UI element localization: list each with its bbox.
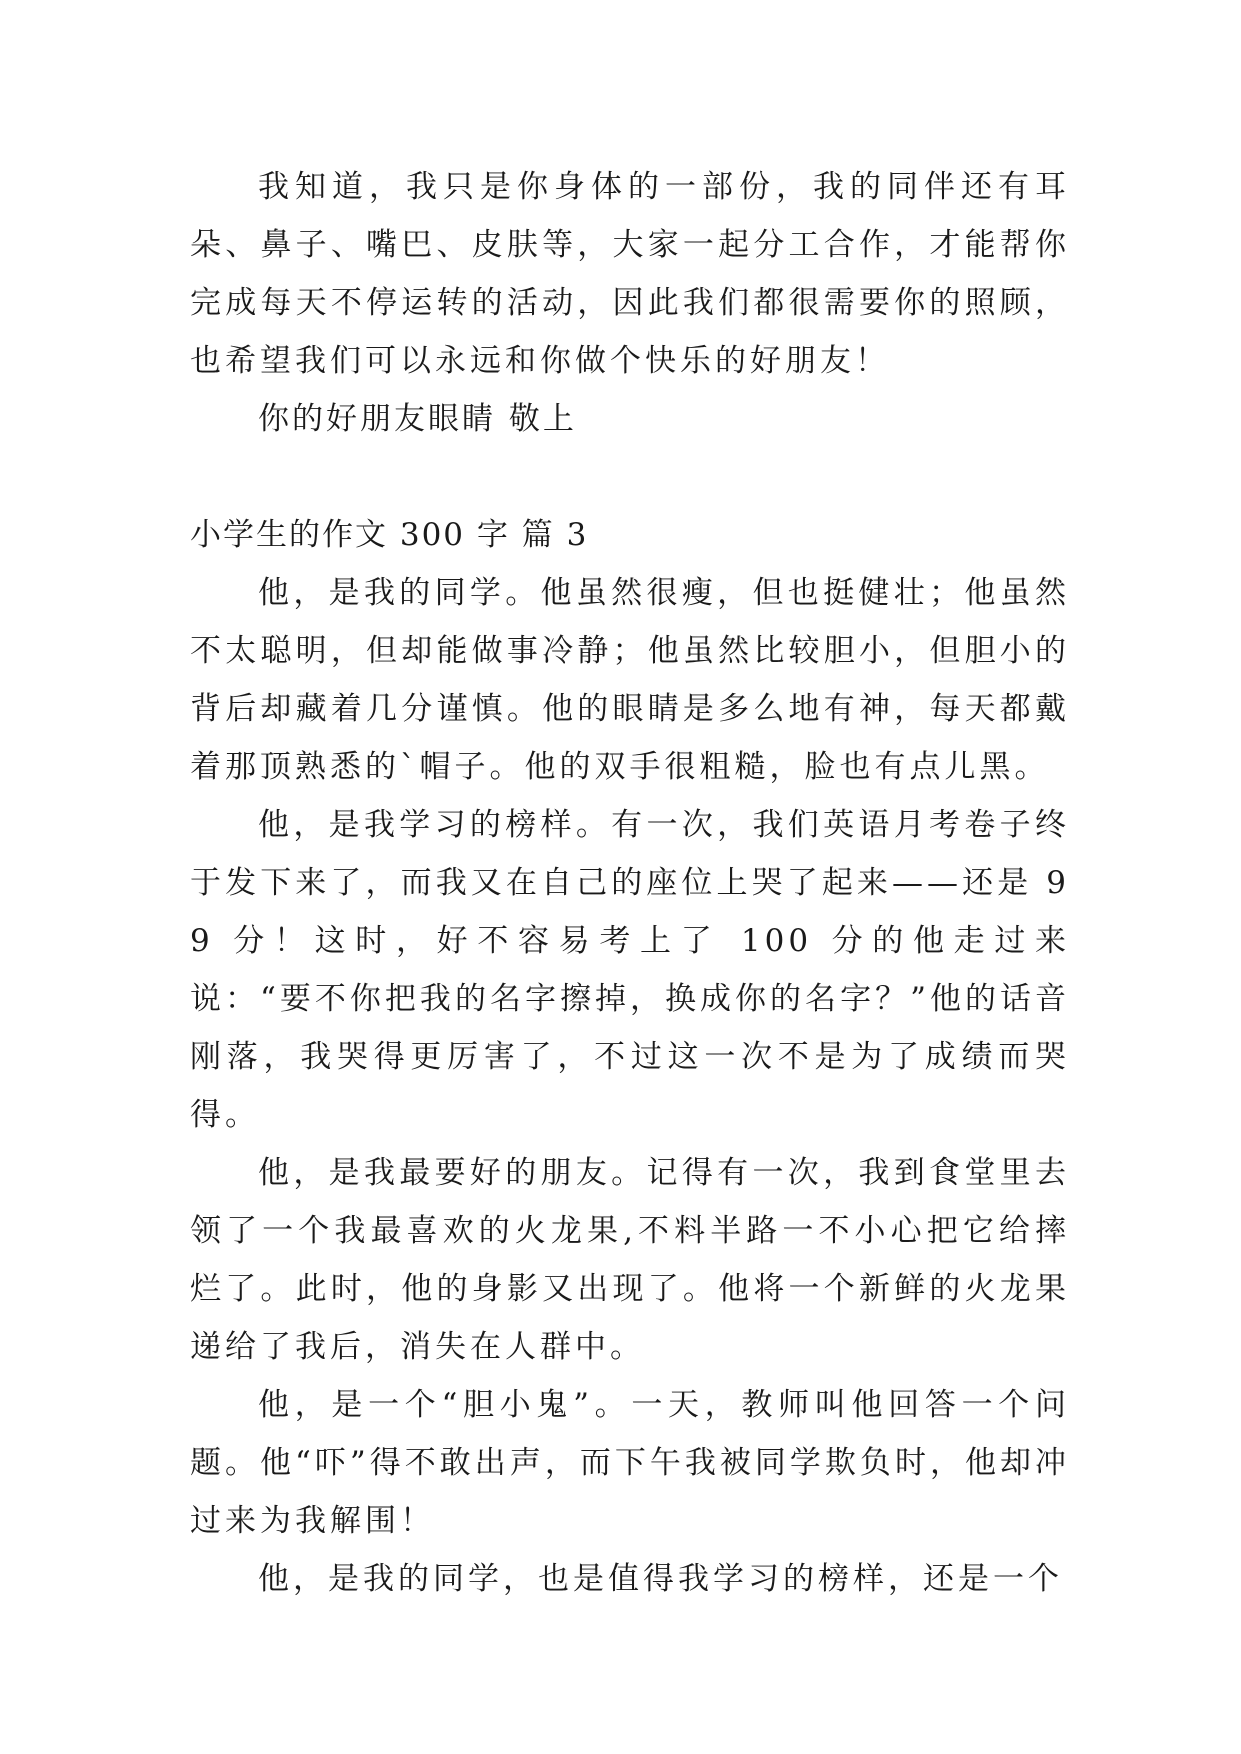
paragraph: 他，是我学习的榜样。有一次，我们英语月考卷子终于发下来了，而我又在自己的座位上哭了起来——还是 99 分！这时，好不容易考上了 100 分的他走过来说：“要不你把我的名字擦掉，换成你的名字？”他的话音刚落，我哭得更厉害了，不过这一次不是为了成绩而哭得。 bbox=[190, 807, 1070, 1133]
paragraph: 他，是我的同学，也是值得我学习的榜样，还是一个 bbox=[258, 1561, 1063, 1597]
paragraph: 他，是一个“胆小鬼”。一天，教师叫他回答一个问题。他“吓”得不敢出声，而下午我被同学欺负时，他却冲过来为我解围！ bbox=[190, 1387, 1070, 1539]
letter-signature: 你的好朋友眼睛 敬上 bbox=[258, 401, 577, 437]
paragraph-eye-letter: 我知道，我只是你身体的一部份，我的同伴还有耳朵、鼻子、嘴巴、皮肤等，大家一起分工合作，才能帮你完成每天不停运转的活动，因此我们都很需要你的照顾，也希望我们可以永远和你做个快乐的好朋友！ bbox=[190, 169, 1070, 379]
essay-title: 小学生的作文 300 字 篇 3 bbox=[190, 517, 589, 553]
paragraph: 他，是我最要好的朋友。记得有一次，我到食堂里去领了一个我最喜欢的火龙果,不料半路一不小心把它给摔烂了。此时，他的身影又出现了。他将一个新鲜的火龙果递给了我后，消失在人群中。 bbox=[190, 1155, 1070, 1365]
paragraph: 他，是我的同学。他虽然很瘦，但也挺健壮；他虽然不太聪明，但却能做事冷静；他虽然比较胆小，但胆小的背后却藏着几分谨慎。他的眼睛是多么地有神，每天都戴着那顶熟悉的`帽子。他的双手很粗糙，脸也有点儿黑。 bbox=[190, 575, 1070, 785]
document-body bbox=[190, 158, 1070, 1608]
